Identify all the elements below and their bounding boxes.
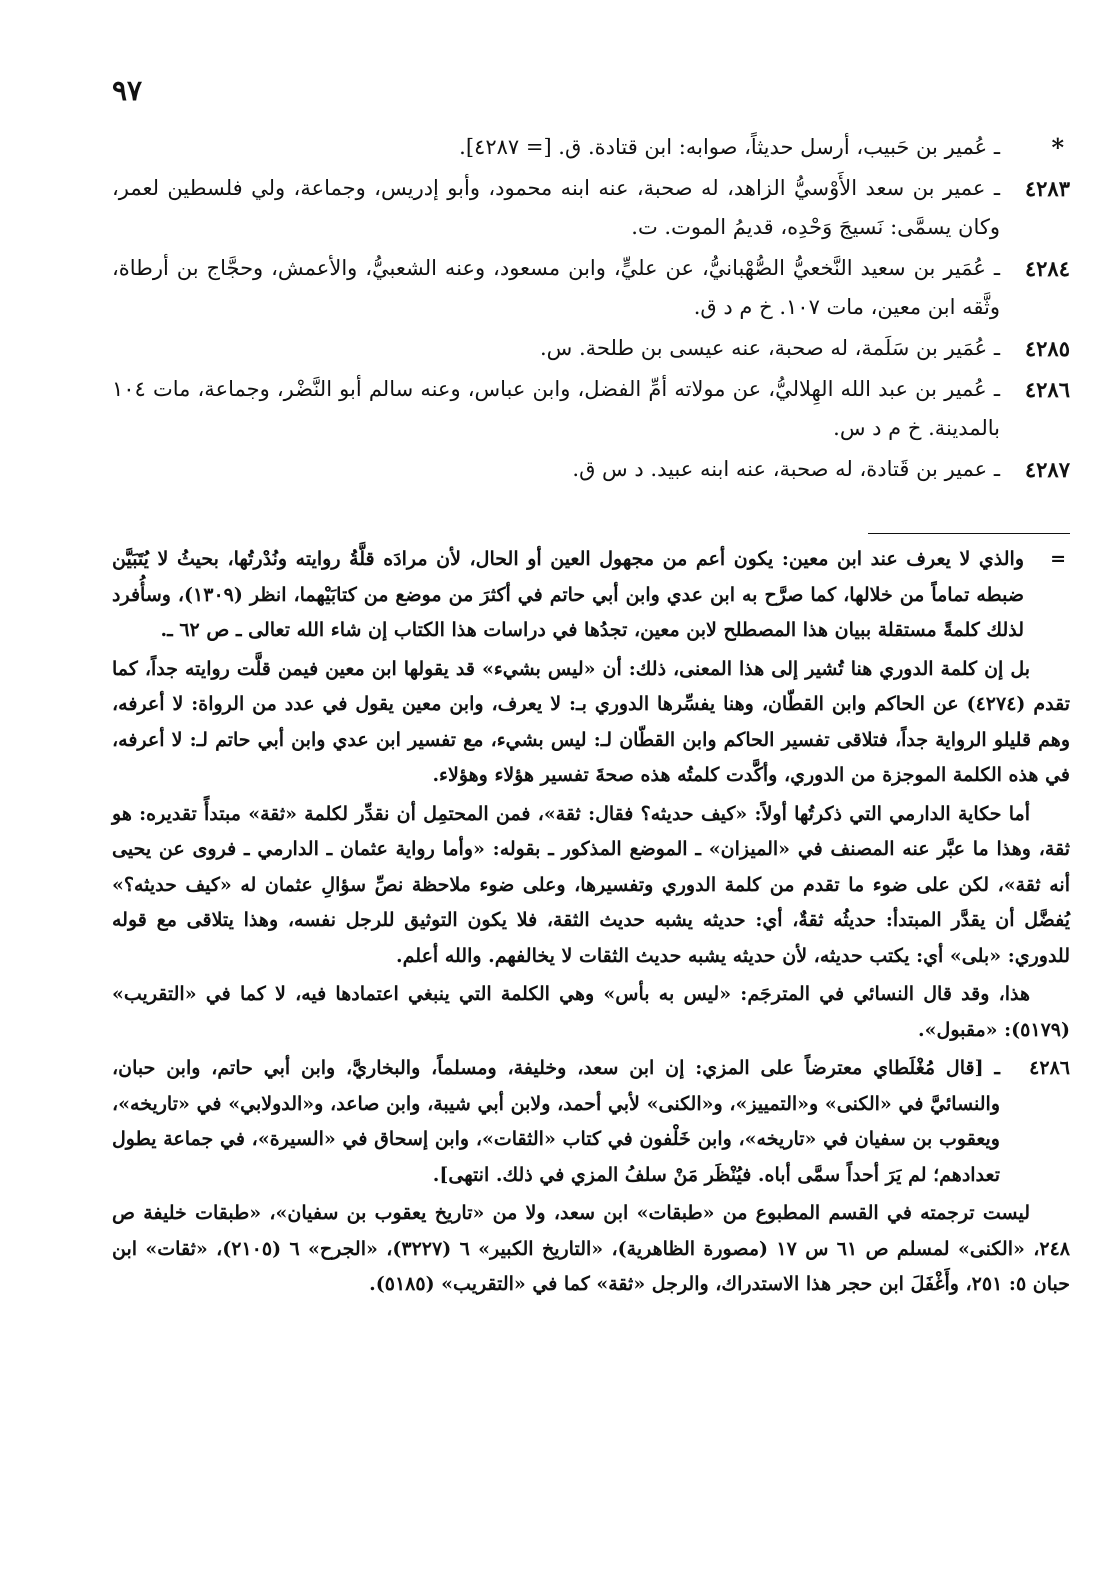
footnote-paragraph: بل إن كلمة الدوري هنا تُشير إلى هذا المعنى، ذلك: أن «ليس بشيء» قد يقولها ابن معين فيمن قلَّت روايته جداً، كما تقدم (٤٢٧٤) عن الحاكم وابن القطّان، وهنا يفسِّرها الدوري بـ: لا يعرف، وابن معين يقول في عدد من الرواة: لا أعرفه، وهم قليلو الرواية جداً، فتلاقى تفسير الحاكم وابن القطّان لـ: ليس بشيء، مع تفسير ابن عدي وابن أبي حاتم لـ: لا أعرفه، في هذه الكلمة الموجزة من الدوري، وأكَّدت كلمتُه هذه صحةَ تفسير هؤلاء وهؤلاء.	[112, 657, 1071, 786]
footnote-paragraph: ليست ترجمته في القسم المطبوع من «طبقات» ابن سعد، ولا من «تاريخ يعقوب بن سفيان»، «طبقات خليفة ص ٢٤٨، «الكنى» لمسلم ص ٦١ س ١٧ (مصورة الظاهرية)، «التاريخ الكبير» ٦ (٣٢٢٧)، «الجرح» ٦ (٢١٠٥)، «ثقات» ابن حبان ٥: ٢٥١، وأَغْفَلَ ابن حجر هذا الاستدراك، والرجل «ثقة» كما في «التقريب» (٥١٨٥).	[112, 1202, 1070, 1295]
entry-text: ـ عُمير بن حَبيب، أرسل حديثاً، صوابه: ابن قتادة. ق. [= ٤٢٨٧].	[459, 135, 1000, 159]
entry-4283	[112, 169, 1070, 247]
footnote-text: ـ [قال مُغْلَطاي معترضاً على المزي: إن ابن سعد، وخليفة، ومسلماً، والبخاريَّ، وابن أبي حاتم، وابن حبان، والنسائيَّ في «الكنى» و«التمييز»، و«الكنى» لأبي أحمد، ولابن أبي شيبة، وابن صاعد، و«الدولابي» في «تاريخه»، ويعقوب بن سفيان في «تاريخه»، وابن خَلْفون في كتاب «الثقات»، وابن إسحاق في «السيرة»، في جماعة يطول تعدادهم؛ لم يَرَ أحداً سمَّى أباه. فيُنْظَر مَنْ سلفُ المزي في ذلك. انتهى].	[112, 1057, 1000, 1186]
entry-text: ـ عُمَير بن سَلَمة، له صحبة، عنه عيسى بن طلحة. س.	[539, 336, 1000, 360]
page-number: ٩٧	[112, 74, 143, 107]
continuation-mark: =	[1050, 548, 1066, 570]
entry-text: ـ عمير بن قَتادة، له صحبة، عنه ابنه عبيد. د س ق.	[572, 457, 1000, 481]
footnote-entry-4286	[112, 1051, 1070, 1193]
entry-4287	[112, 450, 1070, 489]
entry-number: ٤٢٨٧	[1024, 457, 1070, 482]
footnotes	[112, 542, 1070, 1306]
footnote-separator	[868, 533, 1070, 534]
entry-text: ـ عمير بن سعد الأَوْسيُّ الزاهد، له صحبة، عنه ابنه محمود، وأبو إدريس، وجماعة، ولي فلسطين لعمر، وكان يسمَّى: نَسيجَ وَحْدِه، قديمُ الموت. ت.	[112, 176, 1000, 239]
entry-4286	[112, 370, 1070, 448]
footnote-paragraph: أما حكاية الدارمي التي ذكرتُها أولاً: «كيف حديثه؟ فقال: ثقة»، فمن المحتمِل أن نقدِّر لكلمة «ثقة» مبتدأً تقديره: هو ثقة، وهذا ما عبَّر عنه المصنف في «الميزان» ـ الموضع المذكور ـ بقوله: «وأما رواية عثمان ـ الدارمي ـ فروى عن يحيى أنه ثقة»، لكن على ضوء ما تقدم من كلمة الدوري وتفسيرها، وعلى ضوء ملاحظة نصِّ سؤالِ عثمان له «كيف حديثه؟» يُفضَّل أن يقدَّر المبتدأ: حديثُه ثقةٌ، أي: حديثه يشبه حديث الثقة، فلا يكون التوثيق للرجل نفسه، وهذا يتلاقى مع قوله للدوري: «بلى» أي: يكتب حديثه، لأن حديثه يشبه حديث الثقات لا يخالفهم. والله أعلم.	[112, 802, 1070, 967]
entry-4285	[112, 329, 1070, 368]
entry-number: ٤٢٨٣	[1024, 176, 1070, 201]
entry-number: ٤٢٨٥	[1024, 336, 1070, 361]
entry-number: ٤٢٨٦	[1024, 377, 1070, 402]
footnote-text: والذي لا يعرف عند ابن معين: يكون أعم من مجهول العين أو الحال، لأن مرادَه قلَّةُ روايته ونُدْرتُها، بحيثُ لا يُتَبَيَّن ضبطه تماماً من خلالها، كما صرَّح به ابن عدي وابن أبي حاتم في أكثرَ من موضع من كتابَيْهما، انظر (١٣٠٩)، وسأُفرد لذلك كلمةً مستقلة ببيان هذا المصطلح لابن معين، تجدُها في دراسات هذا الكتاب إن شاء الله تعالى ـ ص ٦٢ ـ.	[112, 548, 1024, 641]
entry-text: ـ عُمير بن عبد الله الهِلاليُّ، عن مولاته أمِّ الفضل، وابن عباس، وعنه سالم أبو النَّضْر، وجماعة، مات ١٠٤ بالمدينة. خ م د س.	[112, 377, 1000, 440]
entry-4284	[112, 249, 1070, 327]
footnote-paragraph: هذا، وقد قال النسائي في المترجَم: «ليس به بأس» وهي الكلمة التي ينبغي اعتمادها فيه، لا كما في «التقريب» (٥١٧٩): «مقبول».	[112, 983, 1070, 1041]
biography-entries	[112, 128, 1070, 491]
footnote-paragraph	[112, 542, 1070, 649]
entry-cross-reference	[112, 128, 1070, 167]
entry-text: ـ عُمَير بن سعيد النَّخعيُّ الصُّهْبانيُّ، عن عليٍّ، وابن مسعود، وعنه الشعبيُّ، والأعمش، وحجَّاج بن أرطاة، وثَّقه ابن معين، مات ١٠٧. خ م د ق.	[112, 256, 1000, 319]
footnote-entry-number: ٤٢٨٦	[1029, 1057, 1070, 1079]
entry-marker: *	[1051, 133, 1064, 162]
entry-number: ٤٢٨٤	[1024, 256, 1070, 281]
